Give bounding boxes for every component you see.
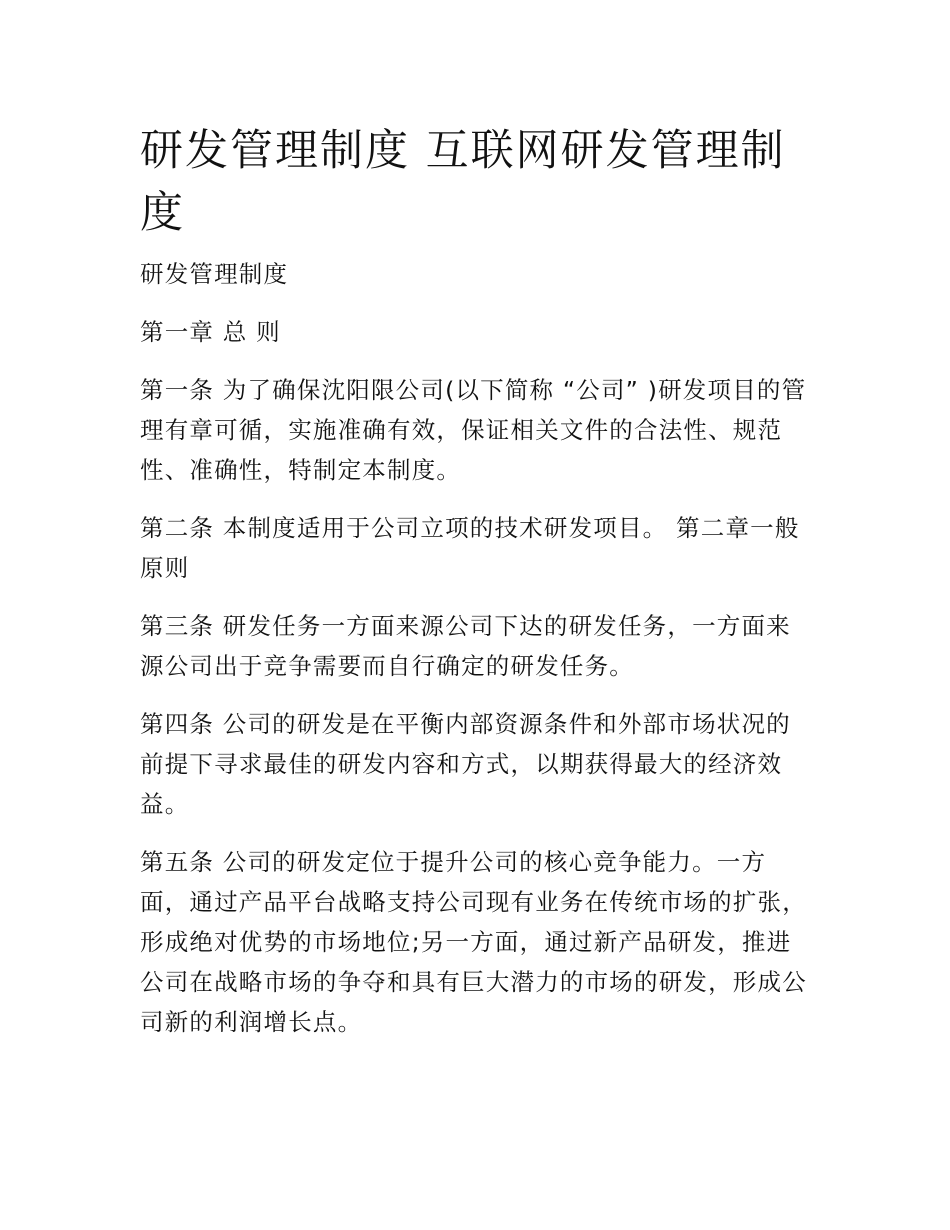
document-page: [140, 120, 812, 1060]
chapter-heading: 第一章 总 则: [140, 318, 281, 346]
article-paragraph: 第四条 公司的研发是在平衡内部资源条件和外部市场状况的前提下寻求最佳的研发内容和方式，以期获得最大的经济效益。: [140, 710, 791, 818]
article-paragraph: 第一条 为了确保沈阳限公司(以下简称 “公司” )研发项目的管理有章可循，实施准确有效，保证相关文件的合法性、规范性、准确性，特制定本制度。: [140, 376, 807, 484]
document-title: 研发管理制度 互联网研发管理制度: [140, 126, 786, 238]
article-paragraph: 第三条 研发任务一方面来源公司下达的研发任务，一方面来源公司出于竞争需要而自行确定的研发任务。: [140, 612, 791, 680]
article-paragraph: 第二条 本制度适用于公司立项的技术研发项目。 第二章一般原则: [140, 514, 800, 582]
article-paragraph: 第五条 公司的研发定位于提升公司的核心竞争能力。一方面，通过产品平台战略支持公司现有业务在传统市场的扩张，形成绝对优势的市场地位;另一方面，通过新产品研发，推进公司在战略市场的争夺和具有巨大潜力的市场的研发，形成公司新的利润增长点。: [140, 848, 807, 1036]
subtitle-paragraph: 研发管理制度: [140, 260, 289, 288]
